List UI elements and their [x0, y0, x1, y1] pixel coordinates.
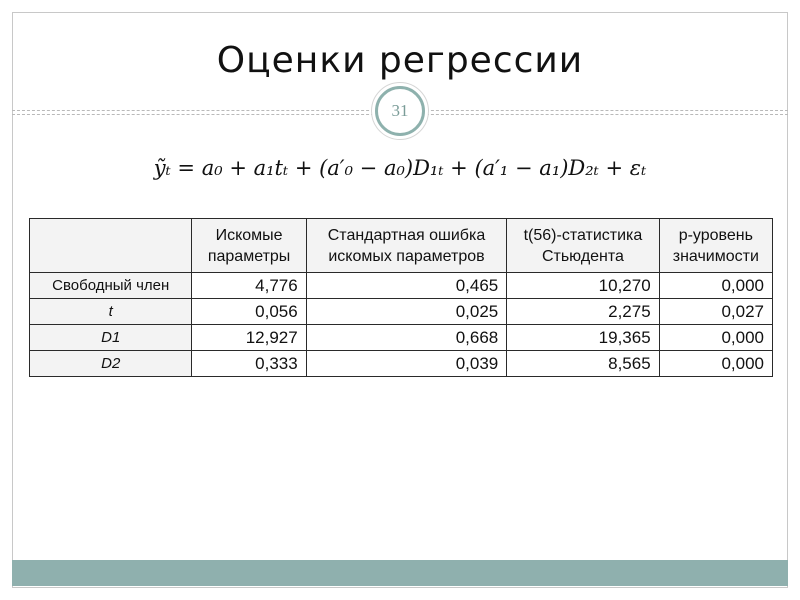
table-cell: 12,927 — [192, 325, 306, 351]
footer-bar — [12, 560, 788, 586]
row-label: D2 — [30, 351, 192, 377]
table-row — [30, 299, 773, 325]
header-t-statistic: t(56)-статистика Стьюдента — [507, 219, 659, 273]
header-p-value: p-уровень значимости — [659, 219, 772, 273]
page-number-badge: 31 — [375, 86, 425, 136]
table-cell: 0,000 — [659, 273, 772, 299]
table-cell: 19,365 — [507, 325, 659, 351]
row-label: t — [30, 299, 192, 325]
table-cell: 0,025 — [306, 299, 507, 325]
table-cell: 0,056 — [192, 299, 306, 325]
header-parameters: Искомые параметры — [192, 219, 306, 273]
table-cell: 0,039 — [306, 351, 507, 377]
table-cell: 0,000 — [659, 325, 772, 351]
table-row — [30, 273, 773, 299]
table-cell: 0,000 — [659, 351, 772, 377]
table-cell: 0,027 — [659, 299, 772, 325]
table-cell: 0,333 — [192, 351, 306, 377]
table-row — [30, 325, 773, 351]
header-empty-cell — [30, 219, 192, 273]
regression-table — [29, 218, 773, 377]
table-cell: 0,465 — [306, 273, 507, 299]
row-label: Свободный член — [30, 273, 192, 299]
table-header-row — [30, 219, 773, 273]
table-cell: 2,275 — [507, 299, 659, 325]
table-row — [30, 351, 773, 377]
regression-formula: ỹₜ = a₀ + a₁tₜ + (a′₀ − a₀)D₁ₜ + (a′₁ − a₁)D₂ₜ + εₜ — [153, 156, 647, 180]
table-cell: 4,776 — [192, 273, 306, 299]
header-standard-error: Стандартная ошибка искомых параметров — [306, 219, 507, 273]
table-cell: 8,565 — [507, 351, 659, 377]
slide-title: Оценки регрессии — [216, 40, 584, 81]
table-cell: 0,668 — [306, 325, 507, 351]
row-label: D1 — [30, 325, 192, 351]
table-cell: 10,270 — [507, 273, 659, 299]
